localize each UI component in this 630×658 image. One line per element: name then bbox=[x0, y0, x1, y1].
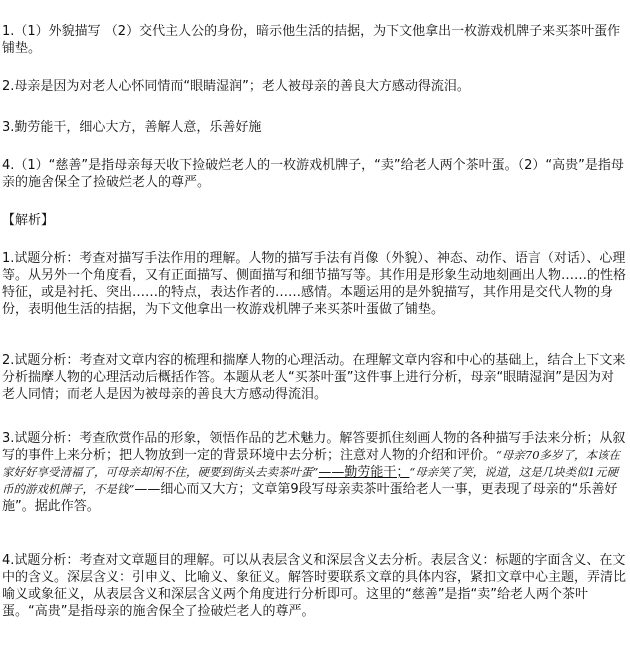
section-heading: 【解析】 bbox=[2, 213, 55, 228]
analysis-3-end: 。据此作答。 bbox=[21, 499, 100, 514]
analysis-3-mid-1: ——勤劳能干； bbox=[318, 465, 410, 480]
analysis-3-intro: 3.试题分析：考查欣赏作品的形象，领悟作品的艺术魅力。解答要抓住刻画人物的各种描写手法来分析；从叙写的事件上来分析；把人物放到一定的背景环境中去分析；注意对人物的介绍和评价。 bbox=[2, 431, 626, 463]
analysis-1: 1.试题分析：考查对描写手法作用的理解。人物的描写手法有肖像（外貌）、神态、动作、语言（对话）、心理等。从另外一个角度看，又有正面描写、侧面描写和细节描写等。其作用是形象生动地刻画出人物……的性格特征，或是衬托、突出……的特点，表达作者的……感情。本题运用的是外貌描写，其作用是交代人物的身份，表明他生活的拮据，为下文他拿出一枚游戏机牌子来买茶叶蛋做了铺垫。 bbox=[2, 251, 627, 317]
answer-3: 3.勤劳能干，细心大方，善解人意，乐善好施 bbox=[2, 120, 262, 135]
answer-4: 4.（1）“慈善”是指母亲每天收下捡破烂老人的一枚游戏机牌子，“卖”给老人两个茶叶蛋。（2）“高贵”是指母亲的施舍保全了捡破烂老人的尊严。 bbox=[2, 158, 624, 190]
analysis-2: 2.试题分析：考查对文章内容的梳理和揣摩人物的心理活动。在理解文章内容和中心的基础上，结合上下文来分析揣摩人物的心理活动后概括作答。本题从老人“买茶叶蛋”这件事上进行分析，母亲“眼睛湿润”是因为对老人同情；而老人是因为被母亲的善良大方感动得流泪。 bbox=[2, 353, 626, 402]
analysis-3-quote-3: “乐善好施” bbox=[2, 482, 618, 514]
answer-1: 1.（1）外貌描写 （2）交代主人公的身份，暗示他生活的拮据，为下文他拿出一枚游戏机牌子来买茶叶蛋作铺垫。 bbox=[2, 24, 621, 56]
analysis-3-mid-2: ——细心而又大方；文章第9段写母亲卖茶叶蛋给老人一事，更表现了母亲的 bbox=[134, 482, 572, 497]
answer-2: 2.母亲是因为对老人心怀同情而“眼睛湿润”；老人被母亲的善良大方感动得流泪。 bbox=[2, 79, 470, 94]
analysis-3 bbox=[2, 430, 626, 515]
analysis-3-quote-1: “母亲70多岁了，本该在家好好享受清福了，可母亲却闲不住，硬要到街头去卖茶叶蛋” bbox=[2, 448, 621, 479]
analysis-3-quote-2: “母亲笑了笑，说道，这是几块类似1元硬币的游戏机牌子，不是钱” bbox=[2, 465, 619, 496]
analysis-4: 4.试题分析：考查对文章题目的理解。可以从表层含义和深层含义去分析。表层含义：标题的字面含义、在文中的含义。深层含义：引申义、比喻义、象征义。解答时要联系文章的具体内容，紧扣文章中心主题，弄清比喻义或象征义，从表层含义和深层含义两个角度进行分析即可。这里的“慈善”是指“卖”给老人两个茶叶蛋。“高贵”是指母亲的施舍保全了捡破烂老人的尊严。 bbox=[2, 553, 627, 619]
